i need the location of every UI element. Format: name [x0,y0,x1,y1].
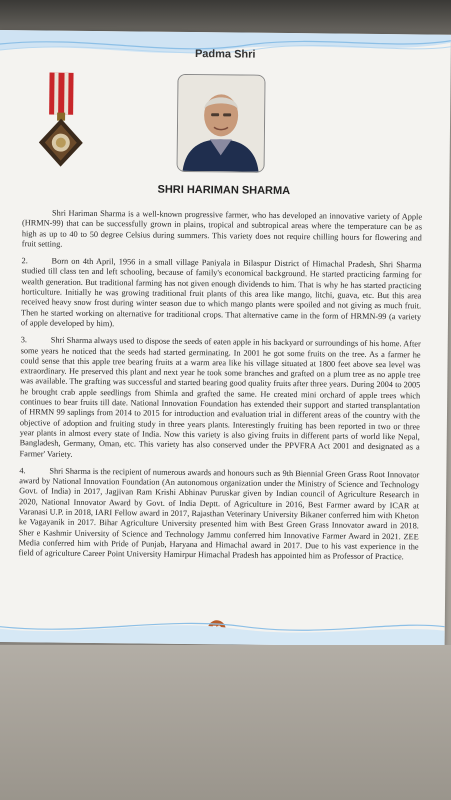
paragraph-1: Shri Hariman Sharma is a well-known progressive farmer, who has developed an innovative variety of Apple (HRMN-99) that can be successfully grown in plains, tropical and subtropical areas where the temperature can be as high as up to 40 to 50 degree Celsius during summers. This variety does not require chilling hours for flowering and fruit setting. [21,208,423,249]
paragraph-2: 2. Born on 4th April, 1956 in a small village Paniyala in Bilaspur District of Himachal Pradesh, Shri Sharma studied till class ten and left schooling, because of family's economical background. He started practicing farming for wealth generation. But traditional farming has not given enough dividends to him. That is why he has started practicing horticulture. Initially he was growing traditional fruit plants of this area like mango, litchi, guava, etc. But this area received heavy snow frost during winter season due to which mango plants were spoiled and not giving as much fruit. Then he started working on alternative for traditional crops. That alternative came in the form of HRMN-99 (a variety of apple developed by him). [20,256,422,329]
series-title: Padma Shri [194,48,256,61]
biography-text [18,208,422,570]
padma-shri-medal-icon [39,72,84,172]
paragraph-4: 4. Shri Sharma is the recipient of numerous awards and honours such as 9th Biennial Green Grass Root Innovator award by National Innovation Foundation (An autonomous organization under the Ministry of Science and Technology Govt. of India) in 2017, Jagjivan Ram Krishi Abhinav Puruskar given by Indian council of Agriculture Research in 2020, National Innovator Award by Govt. of India Deptt. of Agriculture in 2016, Best Farmer award by ICAR at Varanasi U.P. in 2018, IARI Fellow award in 2017, Rajasthan Veterinary University Bikaner conferred him with Kheton ke Vagayanik in 2017. Bihar Agriculture University presented him with Best Green Grass Innovator award in 2018. Sher e Kashmir University of Science and Technology Jammu conferred him Innovative Farmer Award in 2021. ZEE Media conferred him with Pride of Punjab, Haryana and Himachal award in 2017. Due to his vast experience in the field of agriculture Career Point University Hamirpur Himachal Pradesh has appointed him as Professor of Practice. [18,466,420,562]
awardee-name: SHRI HARIMAN SHARMA [157,183,291,198]
document-page [0,30,451,647]
paragraph-3: 3. Shri Sharma always used to dispose the seeds of eaten apple in his backyard or surroundings of his home. After some years he noticed that the seeds had started germinating. In 2001 he got some fruits on the tree. As a farmer he could sense that this apple tree bearing fruits at a warm area like his village situated at 1800 feet above sea level was extraordinary. He preserved this plant and next year he took some branches and grafted on a plum tree as no apple tree was available. The grafting was successful and started bearing good quality fruits after three years. During 2004 to 2005 he brought crab apple seedlings from Shimla and grafted the same. He created mini orchard of apple trees which continues to bear fruits till date. National Innovation Foundation has extended their support and started transplantation of HRMN 99 saplings from 2014 to 2015 for introduction and evaluation trial in different areas of the country with the objective of adoption and fruiting study in three years plants. Interestingly fruiting has been reported in two or three year plants in almost every state of India. Now this variety is also giving fruits in different parts of world like Nepal, Bangladesh, Germany, Oman, etc. This variety has also conserved under the PPVFRA Act 2001 and designated as a Farmer' Variety. [19,335,421,459]
awardee-portrait [177,74,266,173]
decorative-wave-bottom [0,602,445,647]
table-surface [0,645,451,800]
